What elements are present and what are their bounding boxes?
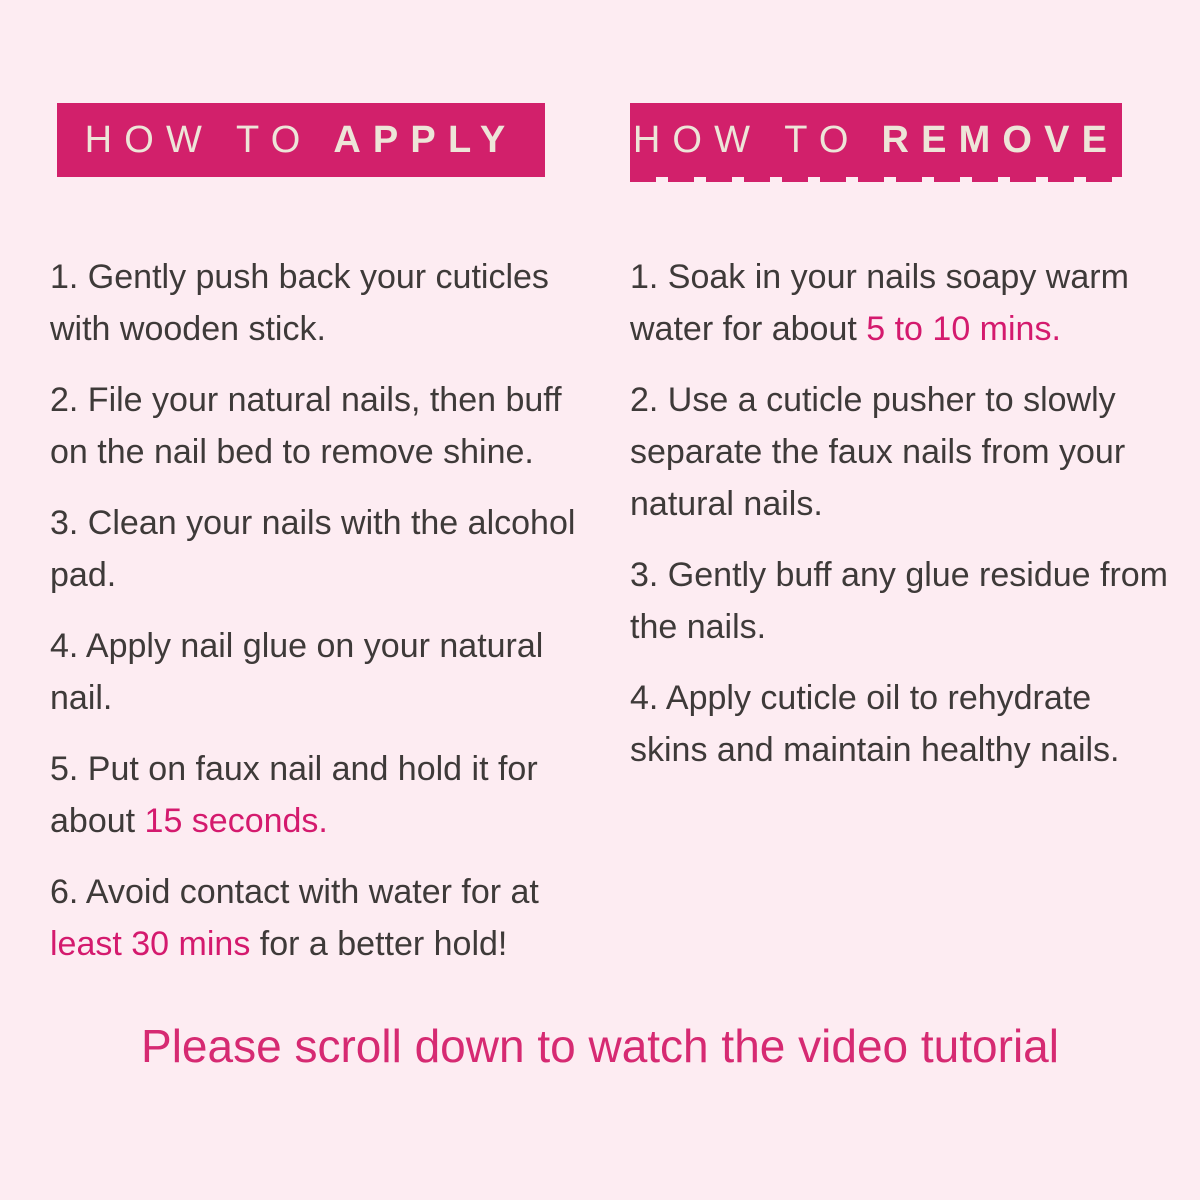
step-text: 1. Soak in your nails soapy warm water for about [630,258,1129,348]
apply-column [50,103,595,989]
step-text: 5. Put on faux nail and hold it for about [50,750,538,840]
remove-header [630,103,1122,177]
step [630,549,1170,653]
step [630,251,1170,355]
instruction-columns [0,103,1200,989]
remove-header-prefix: HOW TO [632,118,861,161]
step-highlight: 5 to 10 mins. [866,310,1061,348]
apply-header-emphasis: APPLY [333,118,518,161]
step-highlight: 15 seconds. [144,802,328,840]
step-text: 4. Apply cuticle oil to rehydrate skins and maintain healthy nails. [630,679,1120,769]
step [50,251,595,355]
remove-steps [630,251,1170,795]
step-text: 1. Gently push back your cuticles with wooden stick. [50,258,549,348]
remove-column [630,103,1170,989]
step-text: 2. File your natural nails, then buff on the nail bed to remove shine. [50,381,562,471]
step-text: 4. Apply nail glue on your natural nail. [50,627,544,717]
step-text: for a better hold! [250,925,508,963]
step [50,866,595,970]
step-text: 3. Clean your nails with the alcohol pad. [50,504,576,594]
remove-header-emphasis: REMOVE [881,118,1120,161]
step [50,497,595,601]
step-highlight: least 30 mins [50,925,251,963]
step-text: 3. Gently buff any glue residue from the nails. [630,556,1169,646]
apply-header-prefix: HOW TO [84,118,313,161]
step [50,620,595,724]
step [50,374,595,478]
apply-header [57,103,545,177]
step-text: 2. Use a cuticle pusher to slowly separate the faux nails from your natural nails. [630,381,1126,523]
step [630,672,1170,776]
step-text: 6. Avoid contact with water for at [50,873,539,911]
footer-tagline: Please scroll down to watch the video tutorial [141,1020,1059,1072]
step [630,374,1170,530]
apply-steps [50,251,595,989]
step [50,743,595,847]
